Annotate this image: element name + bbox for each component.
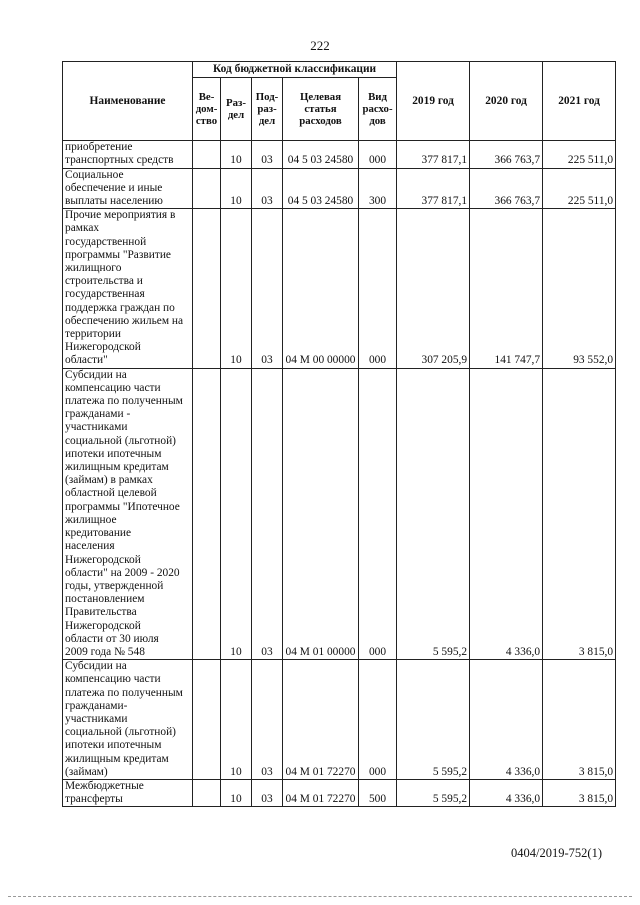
header-section: Раз- дел <box>221 78 252 141</box>
cell-type: 000 <box>359 141 397 168</box>
name-line: ипотеки ипотечным <box>65 739 162 752</box>
cell-dept <box>193 779 221 806</box>
cell-2019: 5 595,2 <box>397 660 470 780</box>
cell-subsection: 03 <box>252 660 283 780</box>
name-line: Нижегородской <box>65 341 141 354</box>
cell-2020: 141 747,7 <box>470 209 543 368</box>
cell-subsection: 03 <box>252 141 283 168</box>
cell-dept <box>193 368 221 659</box>
name-line: социальной (льготной) <box>65 434 176 447</box>
name-line: кредитование <box>65 527 132 540</box>
name-line: годы, утвержденной <box>65 579 164 592</box>
name-line: жилищным кредитам <box>65 461 169 474</box>
scan-edge-line <box>8 896 632 898</box>
cell-2021: 93 552,0 <box>543 209 616 368</box>
cell-dept <box>193 168 221 209</box>
cell-target: 04 5 03 24580 <box>283 141 359 168</box>
name-line: 2009 года № 548 <box>65 645 145 658</box>
document-number: 0404/2019-752(1) <box>511 846 602 860</box>
name-line: Нижегородской <box>65 553 141 566</box>
name-line: (займам) в рамках <box>65 474 153 487</box>
name-line: Субсидии на <box>65 660 127 673</box>
name-line: гражданами- <box>65 699 128 712</box>
name-line: государственной <box>65 235 147 248</box>
cell-section: 10 <box>221 141 252 168</box>
cell-target: 04 М 01 72270 <box>283 779 359 806</box>
name-line: выплаты населению <box>65 195 163 208</box>
name-line: жилищным кредитам <box>65 752 169 765</box>
name-line: платежа по полученным <box>65 686 183 699</box>
page-number: 222 <box>310 38 330 53</box>
name-line: территории <box>65 328 121 341</box>
cell-2021: 3 815,0 <box>543 660 616 780</box>
header-2021: 2021 год <box>543 62 616 141</box>
table-row <box>63 168 616 209</box>
name-line: ипотеки ипотечным <box>65 447 162 460</box>
cell-2019: 5 595,2 <box>397 368 470 659</box>
cell-type: 000 <box>359 368 397 659</box>
cell-type: 500 <box>359 779 397 806</box>
table-body <box>63 141 616 807</box>
cell-2019: 377 817,1 <box>397 168 470 209</box>
table-row <box>63 779 616 806</box>
cell-2020: 366 763,7 <box>470 168 543 209</box>
name-line: программы "Развитие <box>65 248 171 261</box>
header-dept: Ве- дом- ство <box>193 78 221 141</box>
cell-name <box>63 209 193 368</box>
table-row <box>63 141 616 168</box>
cell-2020: 4 336,0 <box>470 368 543 659</box>
name-line: государственная <box>65 288 145 301</box>
name-line: программы "Ипотечное <box>65 500 180 513</box>
cell-subsection: 03 <box>252 209 283 368</box>
name-line: Прочие мероприятия в <box>65 209 176 222</box>
cell-name <box>63 168 193 209</box>
table-row <box>63 660 616 780</box>
name-line: обеспечение и иные <box>65 181 163 194</box>
header-2019: 2019 год <box>397 62 470 141</box>
name-line: участниками <box>65 712 128 725</box>
cell-2019: 5 595,2 <box>397 779 470 806</box>
name-line: области от 30 июля <box>65 632 159 645</box>
cell-2020: 4 336,0 <box>470 660 543 780</box>
name-line: компенсацию части <box>65 381 161 394</box>
cell-section: 10 <box>221 368 252 659</box>
name-line: участниками <box>65 421 128 434</box>
cell-section: 10 <box>221 168 252 209</box>
header-name: Наименование <box>63 62 193 141</box>
cell-target: 04 М 01 00000 <box>283 368 359 659</box>
cell-2020: 366 763,7 <box>470 141 543 168</box>
cell-dept <box>193 209 221 368</box>
cell-2021: 3 815,0 <box>543 779 616 806</box>
name-line: областной целевой <box>65 487 157 500</box>
table-row <box>63 368 616 659</box>
name-line: области" на 2009 - 2020 <box>65 566 180 579</box>
cell-target: 04 М 00 00000 <box>283 209 359 368</box>
budget-table <box>62 61 616 807</box>
name-line: приобретение <box>65 141 133 154</box>
name-line: строительства и <box>65 275 143 288</box>
name-line: рамках <box>65 222 100 235</box>
cell-2019: 377 817,1 <box>397 141 470 168</box>
cell-subsection: 03 <box>252 779 283 806</box>
name-line: Социальное <box>65 168 124 181</box>
name-line: Правительства <box>65 606 137 619</box>
name-line: жилищного <box>65 262 122 275</box>
cell-name <box>63 779 193 806</box>
name-line: области" <box>65 354 108 367</box>
name-line: (займам) <box>65 765 108 778</box>
cell-type: 000 <box>359 209 397 368</box>
cell-name <box>63 660 193 780</box>
header-classification-group: Код бюджетной классификации <box>193 62 397 78</box>
cell-2021: 225 511,0 <box>543 168 616 209</box>
cell-name <box>63 141 193 168</box>
name-line: обеспечению жильем на <box>65 314 184 327</box>
name-line: гражданами - <box>65 408 131 421</box>
cell-2019: 307 205,9 <box>397 209 470 368</box>
cell-2021: 225 511,0 <box>543 141 616 168</box>
cell-2020: 4 336,0 <box>470 779 543 806</box>
header-type: Вид расхо- дов <box>359 78 397 141</box>
name-line: транспортных средств <box>65 154 174 167</box>
name-line: социальной (льготной) <box>65 726 176 739</box>
name-line: постановлением <box>65 593 145 606</box>
cell-dept <box>193 141 221 168</box>
name-line: компенсацию части <box>65 673 161 686</box>
name-line: населения <box>65 540 115 553</box>
name-line: платежа по полученным <box>65 395 183 408</box>
cell-dept <box>193 660 221 780</box>
cell-target: 04 5 03 24580 <box>283 168 359 209</box>
table-row <box>63 209 616 368</box>
cell-type: 300 <box>359 168 397 209</box>
cell-2021: 3 815,0 <box>543 368 616 659</box>
cell-target: 04 М 01 72270 <box>283 660 359 780</box>
cell-subsection: 03 <box>252 168 283 209</box>
name-line: Нижегородской <box>65 619 141 632</box>
name-line: Межбюджетные <box>65 779 144 792</box>
cell-section: 10 <box>221 660 252 780</box>
cell-section: 10 <box>221 209 252 368</box>
header-subsection: Под- раз- дел <box>252 78 283 141</box>
name-line: жилищное <box>65 513 117 526</box>
cell-name <box>63 368 193 659</box>
name-line: Субсидии на <box>65 368 127 381</box>
name-line: трансферты <box>65 793 123 806</box>
cell-subsection: 03 <box>252 368 283 659</box>
cell-section: 10 <box>221 779 252 806</box>
table-header <box>63 62 616 141</box>
header-target: Целевая статья расходов <box>283 78 359 141</box>
name-line: поддержка граждан по <box>65 301 175 314</box>
header-2020: 2020 год <box>470 62 543 141</box>
cell-type: 000 <box>359 660 397 780</box>
